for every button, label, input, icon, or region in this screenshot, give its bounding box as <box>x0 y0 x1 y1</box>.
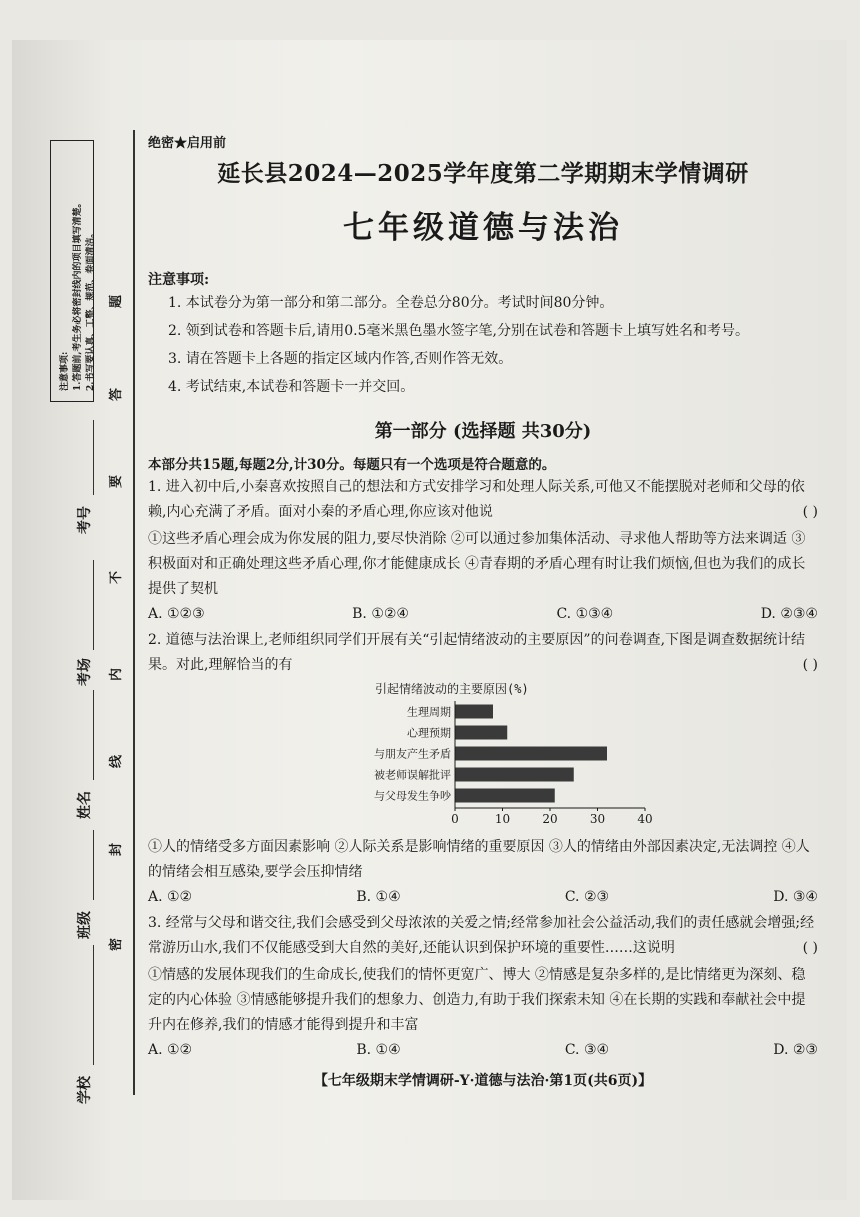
x-tick-label: 10 <box>494 812 511 825</box>
notice-item: 2. 领到试卷和答题卡后,请用0.5毫米黑色墨水签字笔,分别在试卷和答题卡上填写姓名和考号。 <box>168 323 749 339</box>
exam-number-line <box>93 420 94 495</box>
question-statements: ①这些矛盾心理会成为你发展的阻力,要尽快消除 ②可以通过参加集体活动、寻求他人帮助等方法来调适 ③积极面对和正确处理这些矛盾心理,你才能健康成长 ④青春期的矛盾心理有时让我们烦恼,但也为我们的成长提供了契机 <box>148 531 806 597</box>
option-d: D. ②③④ <box>760 606 818 622</box>
question-stem: 1. 进入初中后,小秦喜欢按照自己的想法和方式安排学习和处理人际关系,可他又不能摆脱对老师和父母的依赖,内心充满了矛盾。面对小秦的矛盾心理,你应该对他说 <box>148 479 805 520</box>
seal-word: 密 <box>109 937 125 952</box>
subject-title: 七年级道德与法治 <box>343 210 623 246</box>
category-label: 与朋友产生矛盾 <box>374 747 451 761</box>
option-b: B. ①②④ <box>352 606 409 622</box>
option-a: A. ①② <box>148 1042 193 1058</box>
chart-title: 引起情绪波动的主要原因(%) <box>375 682 529 696</box>
question-statements: ①情感的发展体现我们的生命成长,使我们的情怀更宽广、博大 ②情感是复杂多样的,是比情绪更为深刻、稳定的内心体验 ③情感能够提升我们的想象力、创造力,有助于我们探索未知 ④在长期的实践和奉献社会中提升内在修养,我们的情感才能得到提升和丰富 <box>148 967 806 1033</box>
seal-word: 封 <box>109 842 125 857</box>
notice-heading: 注意事项: <box>148 272 210 288</box>
bar <box>455 789 555 803</box>
question-stem: 3. 经常与父母和谐交往,我们会感受到父母浓浓的关爱之情;经常参加社会公益活动,我们的责任感就会增强;经常游历山水,我们不仅能感受到大自然的美好,还能认识到保护环境的重要性……这说明 <box>148 915 815 956</box>
school-line <box>93 945 94 1065</box>
question-options <box>148 1038 818 1062</box>
field-name: 姓名 <box>77 791 93 819</box>
notice-item: 4. 考试结束,本试卷和答题卡一并交回。 <box>168 379 415 395</box>
name-line <box>93 690 94 780</box>
question-options <box>148 885 818 909</box>
x-tick-label: 40 <box>637 812 653 825</box>
option-a: A. ①② <box>148 889 193 905</box>
field-class: 班级 <box>77 911 93 939</box>
answer-paren: ( ) <box>802 657 818 673</box>
class-line <box>93 830 94 900</box>
x-tick-label: 0 <box>451 812 459 825</box>
secret-label: 绝密★启用前 <box>148 136 227 151</box>
binding-notice-box <box>50 140 94 402</box>
seal-word: 答 <box>109 387 125 402</box>
exam-room-line <box>93 560 94 650</box>
binding-notice: 注意事项: 1.答题前,考生务必将密封线内的项目填写清楚。 2.书写要认真、工整、规范、卷面清洁。 <box>60 198 96 391</box>
answer-paren: ( ) <box>802 940 818 956</box>
x-tick-label: 20 <box>542 812 558 825</box>
option-c: C. ②③ <box>564 889 610 905</box>
option-d: D. ②③ <box>773 1042 818 1058</box>
bar <box>455 768 574 782</box>
question-statements: ①人的情绪受多方面因素影响 ②人际关系是影响情绪的重要原因 ③人的情绪由外部因素决定,无法调控 ④人的情绪会相互感染,要学会压抑情绪 <box>148 839 810 880</box>
part1-intro: 本部分共15题,每题2分,计30分。每题只有一个选项是符合题意的。 <box>148 457 556 473</box>
seal-word: 题 <box>109 294 125 309</box>
notice-item: 3. 请在答题卡上各题的指定区域内作答,否则作答无效。 <box>168 351 513 367</box>
category-label: 生理周期 <box>407 705 451 719</box>
bar <box>455 747 607 761</box>
field-exam-room: 考场 <box>77 658 93 686</box>
bar <box>455 705 493 719</box>
seal-word: 要 <box>109 474 125 489</box>
page-footer: 【七年级期末学情调研-Y·道德与法治·第1页(共6页)】 <box>313 1073 653 1089</box>
option-b: B. ①④ <box>356 1042 401 1058</box>
category-label: 被老师误解批评 <box>374 768 451 782</box>
x-tick-label: 30 <box>589 812 606 825</box>
question-options <box>148 602 818 626</box>
seal-word: 内 <box>109 667 125 682</box>
option-a: A. ①②③ <box>148 606 205 622</box>
question-3 <box>148 911 818 961</box>
option-c: C. ③④ <box>564 1042 610 1058</box>
category-label: 与父母发生争吵 <box>374 789 451 803</box>
exam-title: 延长县2024—2025学年度第二学期期末学情调研 <box>217 160 749 187</box>
survey-chart <box>343 680 663 829</box>
question-stem: 2. 道德与法治课上,老师组织同学们开展有关“引起情绪波动的主要原因”的问卷调查,下图是调查数据统计结果。对此,理解恰当的有 <box>148 632 806 673</box>
option-d: D. ③④ <box>773 889 818 905</box>
bar <box>455 726 507 740</box>
field-school: 学校 <box>77 1076 93 1104</box>
seal-line <box>133 130 135 1095</box>
seal-word: 线 <box>109 754 125 769</box>
answer-paren: ( ) <box>802 504 818 520</box>
field-exam-number: 考号 <box>77 506 93 534</box>
option-b: B. ①④ <box>356 889 401 905</box>
question-2 <box>148 628 818 678</box>
option-c: C. ①③④ <box>556 606 614 622</box>
part1-title: 第一部分 (选择题 共30分) <box>374 421 592 442</box>
notice-item: 1. 本试卷分为第一部分和第二部分。全卷总分80分。考试时间80分钟。 <box>168 295 614 311</box>
seal-word: 不 <box>109 570 125 585</box>
bar-chart-svg <box>343 697 663 825</box>
category-label: 心理预期 <box>407 726 451 740</box>
exam-content <box>148 132 818 1062</box>
question-1 <box>148 475 818 525</box>
